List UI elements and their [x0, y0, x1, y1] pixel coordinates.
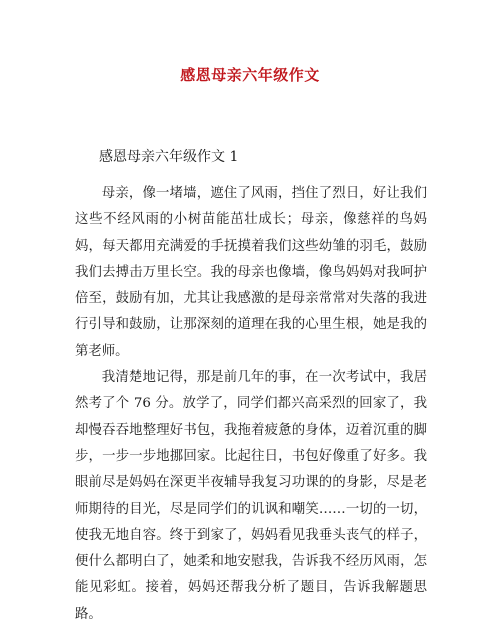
document-subtitle: 感恩母亲六年级作文 1 [99, 149, 239, 165]
document-body [75, 181, 427, 628]
paragraph: 我清楚地记得，那是前几年的事，在一次考试中，我居然考了个 76 分。放学了，同学们都兴高采烈的回家了，我却慢吞吞地整理好书包，我拖着疲惫的身体，迈着沉重的脚步，一步一步地挪回家。比起往日，书包好像重了好多。我眼前尽是妈妈在深更半夜辅导我复习功课的的身影，尽是老师期待的目光，尽是同学们的讥讽和嘲笑……一切的一切，使我无地自容。终于到家了，妈妈看见我垂头丧气的样子，便什么都明白了，她柔和地安慰我，告诉我不经历风雨，怎能见彩虹。接着，妈妈还帮我分析了题目，告诉我解题思路。 [75, 370, 427, 622]
document-title: 感恩母亲六年级作文 [180, 66, 320, 84]
paragraph: 母亲，像一堵墙，遮住了风雨，挡住了烈日，好让我们这些不经风雨的小树苗能茁壮成长；母亲，像慈祥的鸟妈妈，每天都用充满爱的手抚摸着我们这些幼雏的羽毛，鼓励我们去搏击万里长空。我的母亲也像墙，像鸟妈妈对我呵护倍至，鼓励有加，尤其让我感激的是母亲常常对失落的我进行引导和鼓励，让那深刻的道理在我的心里生根，她是我的第老师。 [75, 186, 427, 359]
